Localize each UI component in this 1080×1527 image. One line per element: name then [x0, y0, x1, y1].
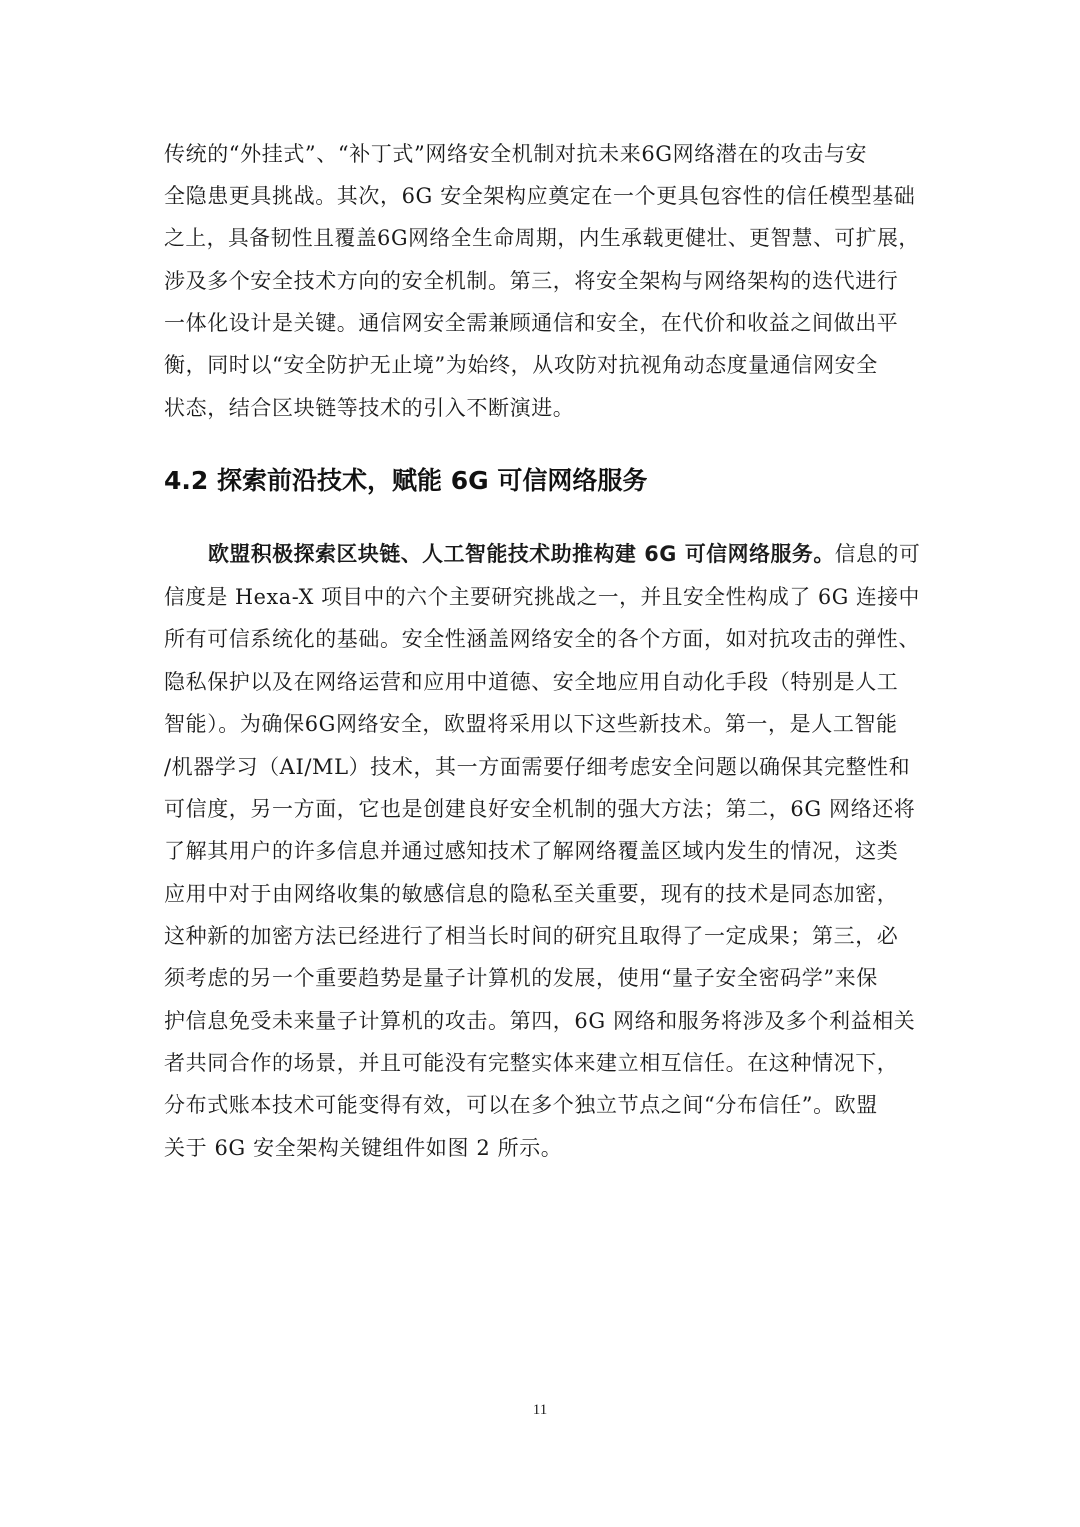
paragraph-line: 传统的“外挂式”、“补丁式”网络安全机制对抗未来6G网络潜在的攻击与安	[164, 142, 868, 166]
page-number: 11	[532, 1402, 548, 1418]
paragraph-line: 须考虑的另一个重要趋势是量子计算机的发展，使用“量子安全密码学”来保	[164, 966, 878, 990]
paragraph-line: 这种新的加密方法已经进行了相当长时间的研究且取得了一定成果；第三，必	[164, 924, 899, 948]
paragraph-line: 护信息免受未来量子计算机的攻击。第四，6G 网络和服务将涉及多个利益相关	[164, 1009, 916, 1033]
paragraph-line: 衡，同时以“安全防护无止境”为始终，从攻防对抗视角动态度量通信网安全	[164, 353, 878, 377]
paragraph-line: 隐私保护以及在网络运营和应用中道德、安全地应用自动化手段（特别是人工	[164, 670, 899, 694]
paragraph-line: 了解其用户的许多信息并通过感知技术了解网络覆盖区域内发生的情况，这类	[164, 839, 899, 863]
paragraph-line: 涉及多个安全技术方向的安全机制。第三，将安全架构与网络架构的迭代进行	[164, 269, 899, 293]
paragraph-line: 智能）。为确保6G网络安全，欧盟将采用以下这些新技术。第一，是人工智能	[164, 712, 898, 736]
section-heading: 4.2 探索前沿技术，赋能 6G 可信网络服务	[164, 466, 648, 495]
paragraph-line: 关于 6G 安全架构关键组件如图 2 所示。	[164, 1136, 563, 1160]
paragraph-line: 之上，具备韧性且覆盖6G网络全生命周期，内生承载更健壮、更智慧、可扩展，	[164, 226, 920, 250]
paragraph-line: 信度是 Hexa-X 项目中的六个主要研究挑战之一，并且安全性构成了 6G 连接中	[164, 585, 920, 609]
paragraph-line: 所有可信系统化的基础。安全性涵盖网络安全的各个方面，如对抗攻击的弹性、	[164, 627, 920, 651]
paragraph-line: 一体化设计是关键。通信网安全需兼顾通信和安全，在代价和收益之间做出平	[164, 311, 899, 335]
paragraph-line: 可信度，另一方面，它也是创建良好安全机制的强大方法；第二，6G 网络还将	[164, 797, 916, 821]
paragraph-line: /机器学习（AI/ML）技术，其一方面需要仔细考虑安全问题以确保其完整性和	[164, 755, 911, 779]
paragraph-line: 全隐患更具挑战。其次，6G 安全架构应奠定在一个更具包容性的信任模型基础	[164, 184, 916, 208]
bold-lead-sentence: 欧盟积极探索区块链、人工智能技术助推构建 6G 可信网络服务。	[208, 542, 835, 566]
paragraph-line: 分布式账本技术可能变得有效，可以在多个独立节点之间“分布信任”。欧盟	[164, 1093, 878, 1117]
paragraph-line: 者共同合作的场景，并且可能没有完整实体来建立相互信任。在这种情况下，	[164, 1051, 899, 1075]
paragraph-line: 应用中对于由网络收集的敏感信息的隐私至关重要，现有的技术是同态加密，	[164, 882, 899, 906]
paragraph-first-line	[208, 541, 920, 567]
first-line-text: 信息的可	[834, 542, 921, 566]
paragraph-line: 状态，结合区块链等技术的引入不断演进。	[164, 396, 575, 420]
